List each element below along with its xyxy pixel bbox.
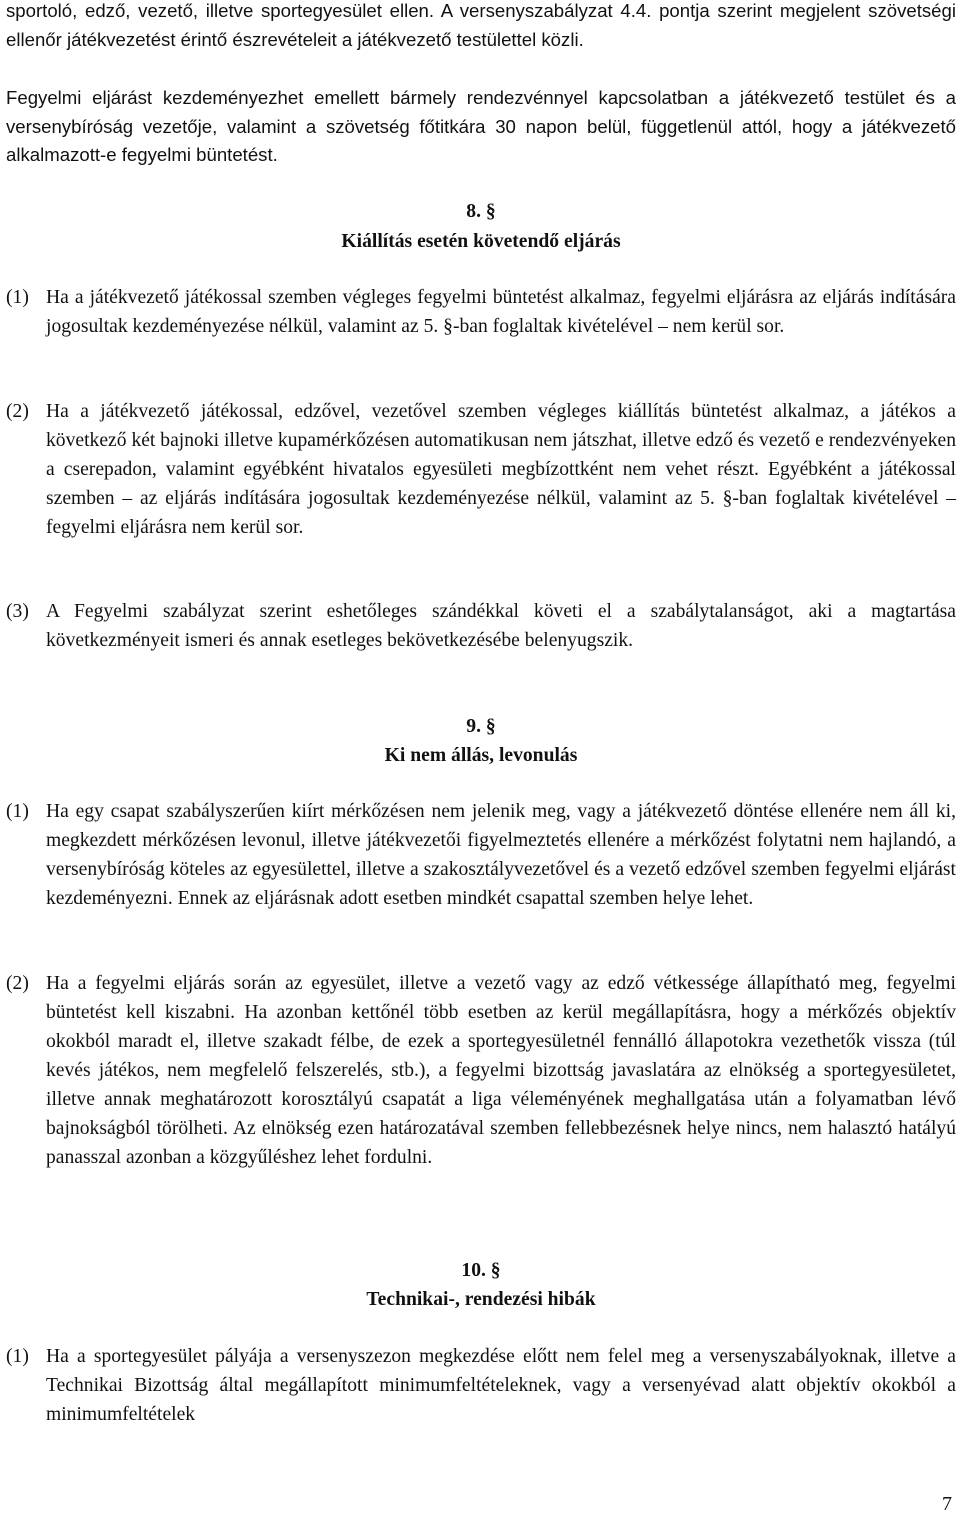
item-text: Ha a játékvezető játékossal, edzővel, vezetővel szemben végleges kiállítás büntetést alkalmaz, a játékos a következő két bajnoki illetve kupamérkőzésen automatikusan nem játszhat, illetve edző és vezető e rendezvényeken a cserepadon, valamint egyébként hivatalos egyesületi megbízottként nem vehet részt. Egyébként a játékossal szemben – az eljárás indítására jogosultak kezdeményezése nélkül, valamint az 5. §-ban foglaltak kivételével – fegyelmi eljárásra nem kerül sor. [46,401,956,538]
paragraph-intro-1: sportoló, edző, vezető, illetve sportegyesület ellen. A versenyszabályzat 4.4. pontja szerint megjelent szövetségi ellenőr játékvezetést érintő észrevételeit a játékvezető testülettel közli. [6,0,956,50]
section-8-item-3 [6,597,956,655]
section-8-item-2 [6,397,956,542]
item-text: Ha a sportegyesület pályája a versenyszezon megkezdése előtt nem felel meg a versenyszabályoknak, illetve a Technikai Bizottság által megállapított minimumfeltételeknek, vagy a versenyévad alatt objektív okokból a minimumfeltételek [46,1346,956,1425]
item-number: (1) [6,287,29,308]
item-number: (2) [6,973,29,994]
item-number: (3) [6,601,29,622]
section-8-item-1 [6,283,956,341]
section-9-number: 9. § [466,716,496,737]
section-9-item-2 [6,969,956,1172]
section-8-title: Kiállítás esetén követendő eljárás [341,231,621,252]
item-number: (1) [6,801,29,822]
section-10-item-1 [6,1342,956,1429]
item-text: A Fegyelmi szabályzat szerint eshetőleges szándékkal követi el a szabálytalanságot, aki a magtartása következményeit ismeri és annak esetleges bekövetkezésébe belenyugszik. [46,601,956,651]
section-9-title: Ki nem állás, levonulás [384,745,578,766]
section-10-number: 10. § [461,1260,501,1281]
section-10-title: Technikai-, rendezési hibák [366,1289,596,1310]
item-number: (1) [6,1346,29,1367]
item-text: Ha a fegyelmi eljárás során az egyesület, illetve a vezető vagy az edző vétkessége állapítható meg, fegyelmi büntetést kell kiszabni. Ha azonban kettőnél több esetben az kerül megállapításra, hogy a mérkőzés objektív okokból maradt el, illetve szakadt félbe, de ezek a sportegyesületnél fennálló állapotokra vezethetők vissza (túl kevés játékos, nem megfelelő felszerelés, stb.), a fegyelmi bizottság javaslatára az elnökség a sportegyesületet, illetve annak meghatározott korosztályú csapatát a liga véleményének meghallgatása után a folyamatban lévő bajnokságból törölheti. Az elnökség ezen határozatával szemben fellebbezésnek helye nincs, nem halasztó hatályú panasszal azonban a közgyűléshez lehet fordulni. [46,973,956,1168]
section-9-item-1 [6,797,956,913]
page-number: 7 [942,1493,952,1515]
item-text: Ha a játékvezető játékossal szemben végleges fegyelmi büntetést alkalmaz, fegyelmi eljárásra az eljárás indítására jogosultak kezdeményezése nélkül, valamint az 5. §-ban foglaltak kivételével – nem kerül sor. [46,287,956,337]
section-8-number: 8. § [466,201,496,222]
paragraph-intro-2: Fegyelmi eljárást kezdeményezhet emellett bármely rendezvénnyel kapcsolatban a játékvezető testület és a versenybíróság vezetője, valamint a szövetség főtitkára 30 napon belül, függetlenül attól, hogy a játékvezető alkalmazott-e fegyelmi büntetést. [6,87,956,166]
item-text: Ha egy csapat szabályszerűen kiírt mérkőzésen nem jelenik meg, vagy a játékvezető döntése ellenére nem áll ki, megkezdett mérkőzésen levonul, illetve játékvezetői figyelmeztetés ellenére a mérkőzést folytatni nem hajlandó, a versenybíróság köteles az egyesülettel, illetve a szakosztályvezetővel és a vezető edzővel szemben fegyelmi eljárást kezdeményezni. Ennek az eljárásnak adott esetben mindkét csapattal szemben helye lehet. [46,801,956,909]
item-number: (2) [6,401,29,422]
